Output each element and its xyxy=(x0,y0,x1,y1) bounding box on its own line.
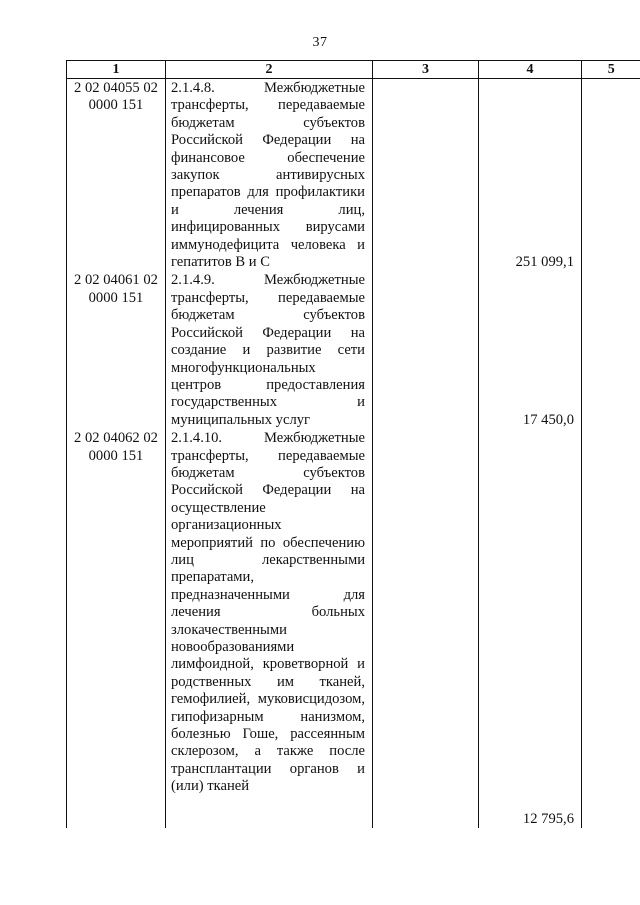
table-row xyxy=(67,429,640,828)
description-cell xyxy=(166,429,373,828)
col5-cell xyxy=(582,429,640,828)
col3-cell xyxy=(373,79,479,272)
table-row xyxy=(67,271,640,429)
budget-code-line-1: 2 02 04055 02 xyxy=(74,80,158,96)
header-col-3: 3 xyxy=(373,61,479,79)
description-cell xyxy=(166,271,373,429)
header-col-2: 2 xyxy=(166,61,373,79)
budget-code-cell xyxy=(67,429,166,828)
budget-table xyxy=(66,60,640,828)
col3-cell xyxy=(373,271,479,429)
budget-code-line-2: 0000 151 xyxy=(88,97,144,114)
header-col-5: 5 xyxy=(582,61,640,79)
table-row xyxy=(67,79,640,272)
table-header-row xyxy=(67,61,640,79)
budget-code-line-1: 2 02 04062 02 xyxy=(74,430,158,447)
budget-code-line-1: 2 02 04061 02 xyxy=(74,272,158,289)
description-text: 2.1.4.9. Межбюджетные трансферты, передаваемые бюджетам субъектов Российской Федерации на создание и развитие сети многофункциональных центров предоставления государственных и муниципальных услуг xyxy=(171,272,365,428)
budget-code-line-2: 0000 151 xyxy=(88,447,144,464)
header-col-4: 4 xyxy=(479,61,582,79)
description-text: 2.1.4.10. Межбюджетные трансферты, передаваемые бюджетам субъектов Российской Федерации на осуществление организационных мероприятий по обеспечению лиц лекарственными препаратами, предназначенными для лечения больных злокачественными новообразованиями лимфоидной, кроветворной и родственных им тканей, гемофилией, муковисцидозом, гипофизарным нанизмом, болезнью Гоше, рассеянным склерозом, а также после трансплантации органов и (или) тканей xyxy=(171,430,365,795)
budget-code-line-2: 0000 151 xyxy=(88,289,144,306)
budget-code-cell xyxy=(67,271,166,429)
amount-cell: 251 099,1 xyxy=(479,79,582,272)
col3-cell xyxy=(373,429,479,828)
header-col-1: 1 xyxy=(67,61,166,79)
description-text: 2.1.4.8. Межбюджетные трансферты, передаваемые бюджетам субъектов Российской Федерации на финансовое обеспечение закупок антивирусных препаратов для профилактики и лечения лиц, инфицированных вирусами иммунодефицита человека и гепатитов В и С xyxy=(171,80,365,271)
amount-cell: 17 450,0 xyxy=(479,271,582,429)
col5-cell xyxy=(582,79,640,272)
col5-cell xyxy=(582,271,640,429)
amount-cell: 12 795,6 xyxy=(479,429,582,828)
page-number: 37 xyxy=(312,35,328,50)
budget-code-cell xyxy=(67,79,166,272)
description-cell xyxy=(166,79,373,272)
